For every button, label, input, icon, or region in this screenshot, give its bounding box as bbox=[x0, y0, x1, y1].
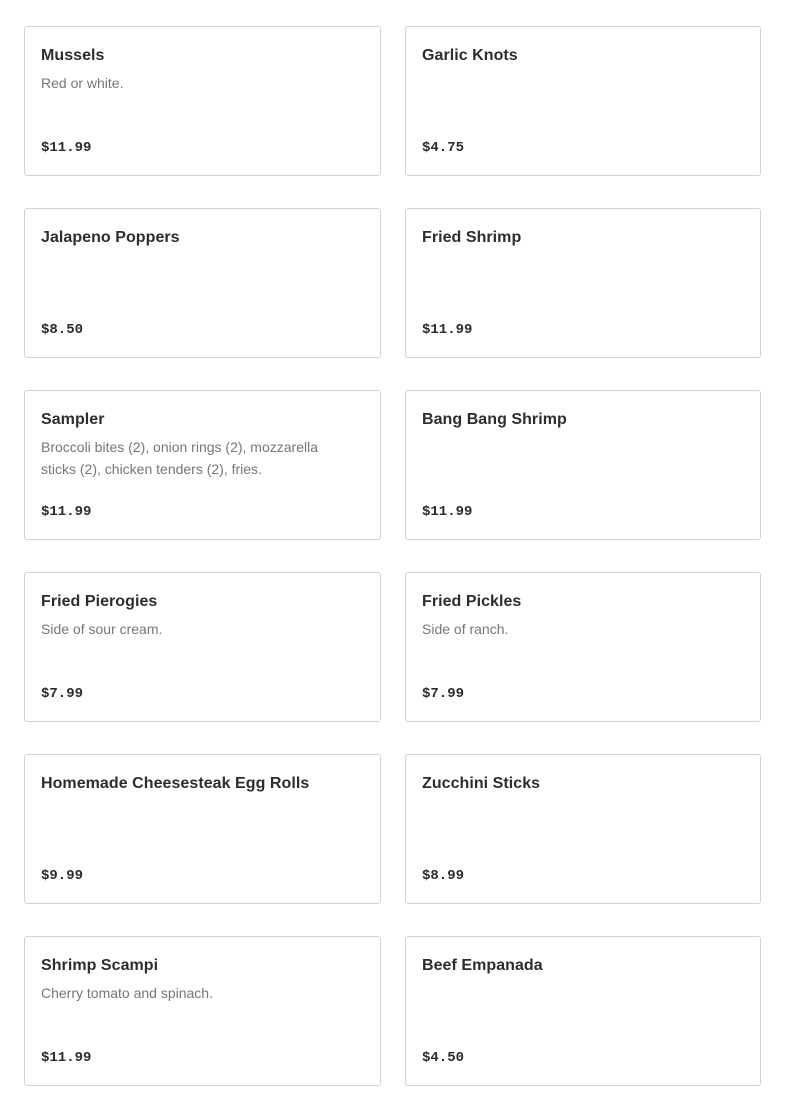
menu-item-name: Fried Shrimp bbox=[422, 229, 522, 246]
menu-item-price: $7.99 bbox=[41, 686, 84, 702]
menu-item-price: $7.99 bbox=[422, 686, 465, 702]
menu-item-card-fried-pickles[interactable] bbox=[405, 572, 761, 722]
menu-item-name: Shrimp Scampi bbox=[41, 957, 159, 974]
menu-item-name: Sampler bbox=[41, 411, 105, 428]
menu-item-card-fried-pierogies[interactable] bbox=[24, 572, 381, 722]
menu-item-grid bbox=[24, 26, 761, 1086]
menu-item-card-mussels[interactable] bbox=[24, 26, 381, 176]
menu-item-card-fried-shrimp[interactable] bbox=[405, 208, 761, 358]
menu-item-price: $11.99 bbox=[41, 504, 92, 520]
menu-item-card-cheesesteak-egg-rolls[interactable] bbox=[24, 754, 381, 904]
menu-item-card-garlic-knots[interactable] bbox=[405, 26, 761, 176]
menu-item-price: $11.99 bbox=[41, 140, 92, 156]
menu-item-name: Beef Empanada bbox=[422, 957, 543, 974]
menu-item-price: $8.50 bbox=[41, 322, 84, 338]
menu-item-card-zucchini-sticks[interactable] bbox=[405, 754, 761, 904]
menu-item-card-shrimp-scampi[interactable] bbox=[24, 936, 381, 1086]
menu-item-card-sampler[interactable] bbox=[24, 390, 381, 540]
menu-item-name: Bang Bang Shrimp bbox=[422, 411, 567, 428]
menu-item-price: $11.99 bbox=[422, 504, 473, 520]
menu-item-price: $11.99 bbox=[41, 1050, 92, 1066]
menu-item-price: $9.99 bbox=[41, 868, 84, 884]
menu-item-description: Red or white. bbox=[41, 75, 124, 91]
menu-item-name: Fried Pierogies bbox=[41, 593, 158, 610]
menu-item-card-bang-bang-shrimp[interactable] bbox=[405, 390, 761, 540]
menu-item-description: Side of sour cream. bbox=[41, 621, 163, 637]
menu-item-name: Mussels bbox=[41, 47, 105, 64]
menu-item-card-jalapeno-poppers[interactable] bbox=[24, 208, 381, 358]
menu-item-price: $4.75 bbox=[422, 140, 465, 156]
menu-item-description: Cherry tomato and spinach. bbox=[41, 985, 213, 1001]
menu-item-name: Jalapeno Poppers bbox=[41, 229, 180, 246]
menu-item-description: Side of ranch. bbox=[422, 621, 509, 637]
menu-item-price: $11.99 bbox=[422, 322, 473, 338]
menu-item-description: Broccoli bites (2), onion rings (2), mozzarella sticks (2), chicken tenders (2), fries. bbox=[41, 439, 318, 477]
menu-item-price: $4.50 bbox=[422, 1050, 465, 1066]
menu-item-card-beef-empanada[interactable] bbox=[405, 936, 761, 1086]
menu-item-name: Zucchini Sticks bbox=[422, 775, 541, 792]
menu-item-name: Garlic Knots bbox=[422, 47, 518, 64]
menu-item-price: $8.99 bbox=[422, 868, 465, 884]
menu-item-name: Fried Pickles bbox=[422, 593, 522, 610]
menu-item-name: Homemade Cheesesteak Egg Rolls bbox=[41, 775, 310, 792]
